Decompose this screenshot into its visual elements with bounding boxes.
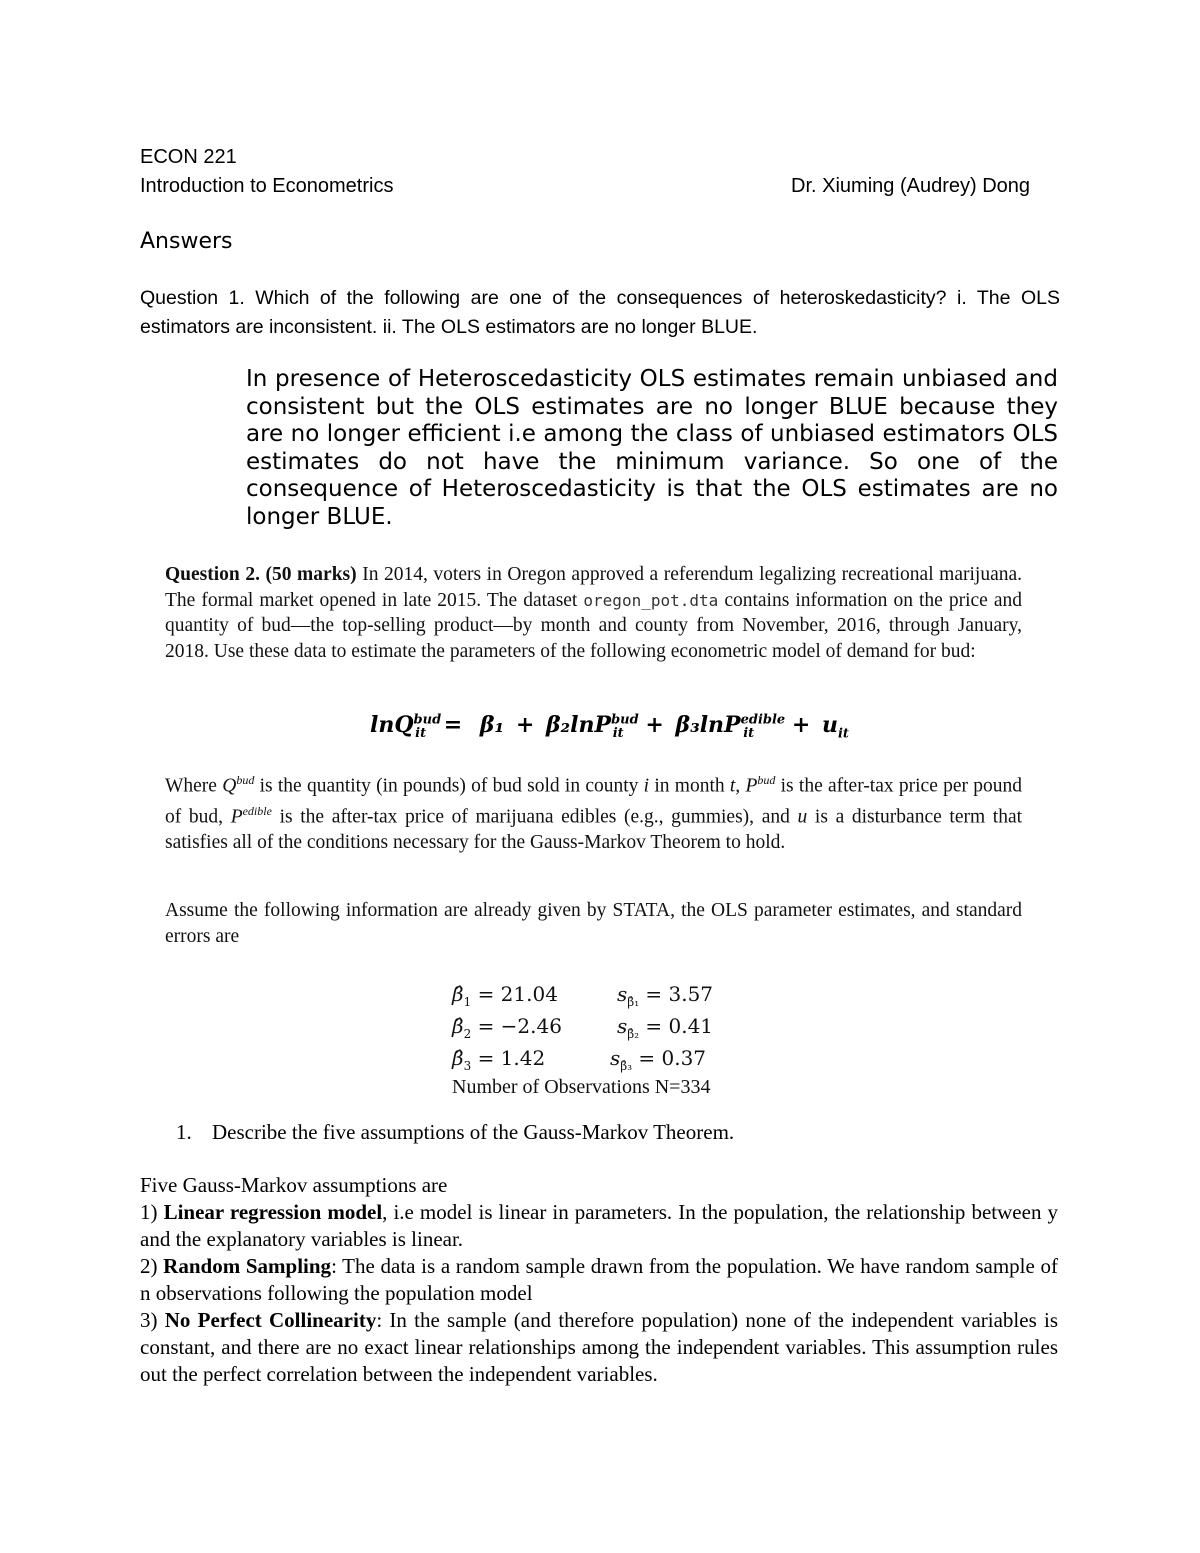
assumptions-intro: Five Gauss-Markov assumptions are bbox=[140, 1173, 448, 1197]
where-w1: Where bbox=[165, 775, 217, 797]
observations-count: Number of Observations N=334 bbox=[452, 1076, 711, 1098]
eq-beta3-sup: edible bbox=[740, 712, 786, 728]
where-pe: P bbox=[230, 806, 243, 828]
eq-lhs-sub: it bbox=[415, 726, 427, 742]
assumption-text: : In the sample (and therefore population) none of the independent variables is constant, and there are no exact linear relationships among the independent variables. This assumption rules out the perfect correlation between the independent variables. bbox=[140, 1308, 1059, 1386]
demand-equation bbox=[370, 712, 849, 752]
eq-plus-1: + bbox=[515, 712, 535, 738]
question-2-label: Question 2. (50 marks) bbox=[165, 564, 357, 585]
beta-value: = 21.04 bbox=[477, 982, 558, 1006]
eq-lhs-sup: bud bbox=[413, 712, 442, 728]
eq-beta2-sub: it bbox=[612, 726, 624, 742]
assumption-title: Random Sampling bbox=[163, 1254, 332, 1278]
assumption-title: No Perfect Collinearity bbox=[164, 1308, 377, 1332]
assumption-text: : The data is a random sample drawn from the population. We have random sample of n observations following the population model bbox=[140, 1254, 1059, 1305]
assumption-prefix: 1) bbox=[140, 1200, 158, 1224]
beta-hat: β̂ bbox=[452, 1046, 464, 1070]
sub-question-text: Describe the five assumptions of the Gauss-Markov Theorem. bbox=[212, 1120, 735, 1144]
s-sub: β̂₃ bbox=[620, 1059, 633, 1073]
assumption-title: Linear regression model bbox=[163, 1200, 383, 1224]
sub-question-1 bbox=[176, 1120, 734, 1145]
s-symbol: s bbox=[617, 982, 628, 1006]
s-value: = 3.57 bbox=[645, 982, 714, 1006]
section-title: Answers bbox=[140, 229, 233, 254]
std-error-row bbox=[617, 982, 713, 1009]
assumption-prefix: 3) bbox=[140, 1308, 158, 1332]
assumption-prefix: 2) bbox=[140, 1254, 158, 1278]
question-1-text: Question 1. Which of the following are one of the consequences of heteroskedasticity? i. The OLS estimators are inconsistent. ii. The OLS estimators are no longer BLUE. bbox=[140, 287, 1060, 338]
eq-beta3: β₃lnP bbox=[675, 712, 741, 738]
where-w6: is a disturbance term that satisfies all of the conditions necessary for the Gauss-Markov Theorem to hold. bbox=[165, 806, 1023, 854]
eq-u: u bbox=[821, 712, 838, 738]
course-code: ECON 221 bbox=[140, 146, 237, 168]
where-w4: is the after-tax price per pound of bud, bbox=[165, 775, 1023, 828]
beta-sub: 1 bbox=[463, 995, 472, 1009]
variable-definitions bbox=[165, 768, 1022, 856]
assumption-item bbox=[140, 1307, 1058, 1388]
eq-equals: = bbox=[443, 712, 463, 738]
question-2-intro-b: contains information on the price and quantity of bud—the top-selling product—by month and county from November, 2016, through January, 2018. Use these data to estimate the parameters of the following econometric model of demand for bud: bbox=[165, 589, 1023, 662]
where-w3: in month bbox=[654, 775, 725, 797]
where-p: P bbox=[745, 775, 758, 797]
question-2-intro bbox=[165, 562, 1022, 664]
eq-beta1: β₁ bbox=[479, 712, 505, 738]
s-sub: β̂₂ bbox=[627, 1027, 640, 1041]
s-value: = 0.41 bbox=[645, 1014, 714, 1038]
sub-question-number: 1. bbox=[176, 1120, 192, 1144]
question-2-intro-a: In 2014, voters in Oregon approved a referendum legalizing recreational marijuana. The formal market opened in late 2015. The dataset bbox=[165, 564, 1023, 611]
beta-hat: β̂ bbox=[452, 982, 464, 1006]
estimate-row bbox=[452, 982, 558, 1009]
s-value: = 0.37 bbox=[638, 1046, 707, 1070]
s-symbol: s bbox=[617, 1014, 628, 1038]
assumption-item bbox=[140, 1253, 1058, 1307]
where-t: t, bbox=[729, 775, 741, 797]
course-title: Introduction to Econometrics bbox=[140, 175, 394, 197]
eq-plus-3: + bbox=[791, 712, 811, 738]
where-q-sup: bud bbox=[236, 773, 255, 787]
eq-plus-2: + bbox=[645, 712, 664, 738]
estimate-row bbox=[452, 1046, 545, 1073]
where-p-sup: bud bbox=[757, 773, 776, 787]
assumption-text: , i.e model is linear in parameters. In the population, the relationship between y and the explanatory variables is linear. bbox=[140, 1200, 1059, 1251]
eq-beta2-sup: bud bbox=[611, 712, 639, 728]
beta-hat: β̂ bbox=[452, 1014, 464, 1038]
where-u: u bbox=[797, 806, 808, 828]
beta-value: = −2.46 bbox=[477, 1014, 562, 1038]
assumptions-answer bbox=[140, 1172, 1058, 1388]
where-q: Q bbox=[222, 775, 237, 797]
eq-beta3-sub: it bbox=[743, 726, 755, 742]
where-w5: is the after-tax price of marijuana edibles (e.g., gummies), and bbox=[279, 806, 790, 828]
where-pe-sup: edible bbox=[242, 804, 272, 819]
question-1-answer: In presence of Heteroscedasticity OLS estimates remain unbiased and consistent but the OLS estimates are no longer BLUE because they are no longer efficient i.e among the class of unbiased estimators OLS estimates do not have the minimum variance. So one of the consequence of Heteroscedasticity is that the OLS estimates are no longer BLUE. bbox=[246, 366, 1058, 530]
std-error-row bbox=[610, 1046, 706, 1073]
eq-u-sub: it bbox=[837, 726, 849, 742]
where-i: i bbox=[643, 775, 650, 797]
assume-text: Assume the following information are already given by STATA, the OLS parameter estimates, and standard errors are bbox=[165, 900, 1022, 947]
beta-sub: 3 bbox=[463, 1059, 472, 1073]
beta-value: = 1.42 bbox=[477, 1046, 546, 1070]
estimate-row bbox=[452, 1014, 562, 1041]
beta-sub: 2 bbox=[463, 1027, 472, 1041]
s-symbol: s bbox=[610, 1046, 621, 1070]
instructor-name: Dr. Xiuming (Audrey) Dong bbox=[791, 175, 1030, 197]
eq-beta2: β₂lnP bbox=[545, 712, 612, 738]
where-w2: is the quantity (in pounds) of bud sold in county bbox=[259, 775, 639, 797]
eq-lhs: lnQ bbox=[370, 712, 414, 738]
std-error-row bbox=[617, 1014, 713, 1041]
assumption-item bbox=[140, 1199, 1058, 1253]
dataset-name: oregon_pot.dta bbox=[583, 590, 719, 610]
s-sub: β̂₁ bbox=[627, 995, 640, 1009]
